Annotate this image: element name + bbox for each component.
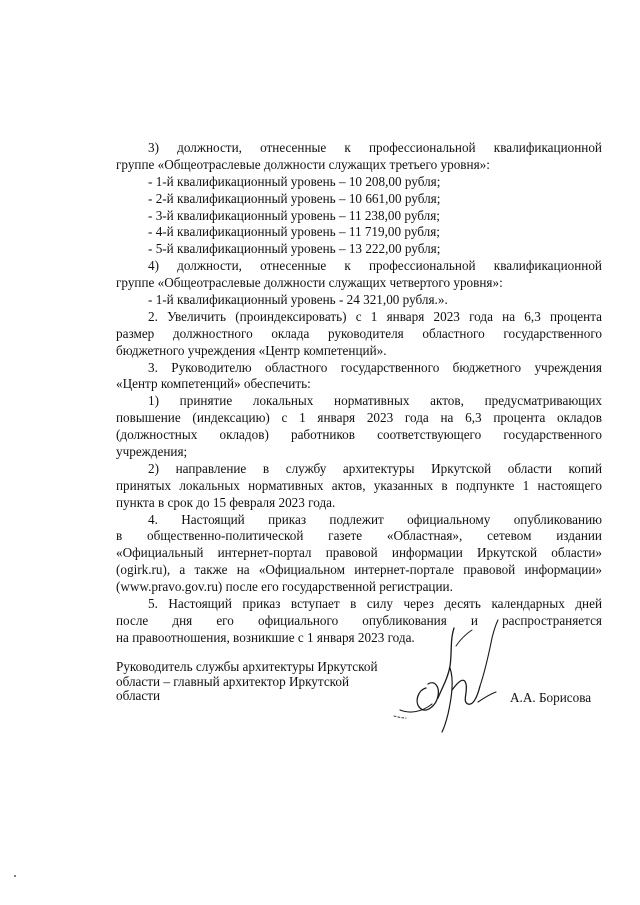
list-item: - 2-й квалификационный уровень – 10 661,00 рубля; bbox=[148, 190, 441, 206]
text-line: бюджетного учреждения «Центр компетенций». bbox=[116, 342, 387, 358]
text-line: (ogirk.ru), а также на «Официальном интернет-портале правовой информации» bbox=[116, 562, 602, 578]
text-line: (www.pravo.gov.ru) после его государственной регистрации. bbox=[116, 579, 453, 595]
document-body bbox=[116, 140, 602, 647]
text-line: 4. Настоящий приказ подлежит официальному опубликованию bbox=[148, 511, 602, 527]
signatory-position-line: Руководитель службы архитектуры Иркутской bbox=[116, 659, 378, 674]
text-line: размер должностного оклада руководителя областного государственного bbox=[116, 325, 602, 341]
list-item: - 3-й квалификационный уровень – 11 238,00 рубля; bbox=[148, 207, 440, 223]
text-line: «Центр компетенций» обеспечить: bbox=[116, 376, 311, 392]
signatory-position-line: области bbox=[116, 688, 161, 703]
text-line: в общественно-политической газете «Областная», сетевом издании bbox=[116, 528, 602, 544]
text-line: принятых локальных нормативных актов, указанных в подпункте 1 настоящего bbox=[116, 477, 602, 493]
text-line: 3. Руководителю областного государственного бюджетного учреждения bbox=[148, 359, 602, 375]
text-line: 4) должности, отнесенные к профессиональной квалификационной bbox=[148, 258, 602, 274]
text-line: 3) должности, отнесенные к профессиональной квалификационной bbox=[148, 140, 602, 155]
text-line: группе «Общеотраслевые должности служащих четвертого уровня»: bbox=[116, 275, 503, 291]
list-item: - 5-й квалификационный уровень – 13 222,00 рубля; bbox=[148, 241, 441, 257]
text-line: 2. Увеличить (проиндексировать) с 1 января 2023 года на 6,3 процента bbox=[148, 308, 602, 324]
handwritten-signature bbox=[392, 618, 504, 736]
text-line: 1) принятие локальных нормативных актов, предусматривающих bbox=[148, 393, 602, 409]
text-line: на правоотношения, возникшие с 1 января 2023 года. bbox=[116, 629, 415, 645]
text-line: повышение (индексацию) с 1 января 2023 года на 6,3 процента окладов bbox=[116, 410, 602, 426]
signatory-name: А.А. Борисова bbox=[510, 690, 592, 705]
text-line: 5. Настоящий приказ вступает в силу через десять календарных дней bbox=[148, 596, 602, 612]
list-item: - 4-й квалификационный уровень – 11 719,00 рубля; bbox=[148, 224, 440, 240]
scan-speck bbox=[14, 875, 16, 877]
text-line: после дня его официального опубликования и распространяется bbox=[116, 612, 602, 628]
text-line: пункта в срок до 15 февраля 2023 года. bbox=[116, 494, 336, 510]
text-line: (должностных окладов) работников соответствующего государственного bbox=[116, 427, 602, 443]
signatory-position-line: области – главный архитектор Иркутской bbox=[116, 673, 350, 689]
signatory-position bbox=[116, 660, 406, 704]
text-line: группе «Общеотраслевые должности служащих третьего уровня»: bbox=[116, 156, 490, 172]
list-item: - 1-й квалификационный уровень - 24 321,00 рубля.». bbox=[148, 292, 448, 308]
text-line: 2) направление в службу архитектуры Иркутской области копий bbox=[148, 460, 602, 476]
text-line: «Официальный интернет-портал правовой информации Иркутской области» bbox=[116, 545, 602, 561]
list-item: - 1-й квалификационный уровень – 10 208,00 рубля; bbox=[148, 173, 441, 189]
text-line: учреждения; bbox=[116, 444, 188, 460]
